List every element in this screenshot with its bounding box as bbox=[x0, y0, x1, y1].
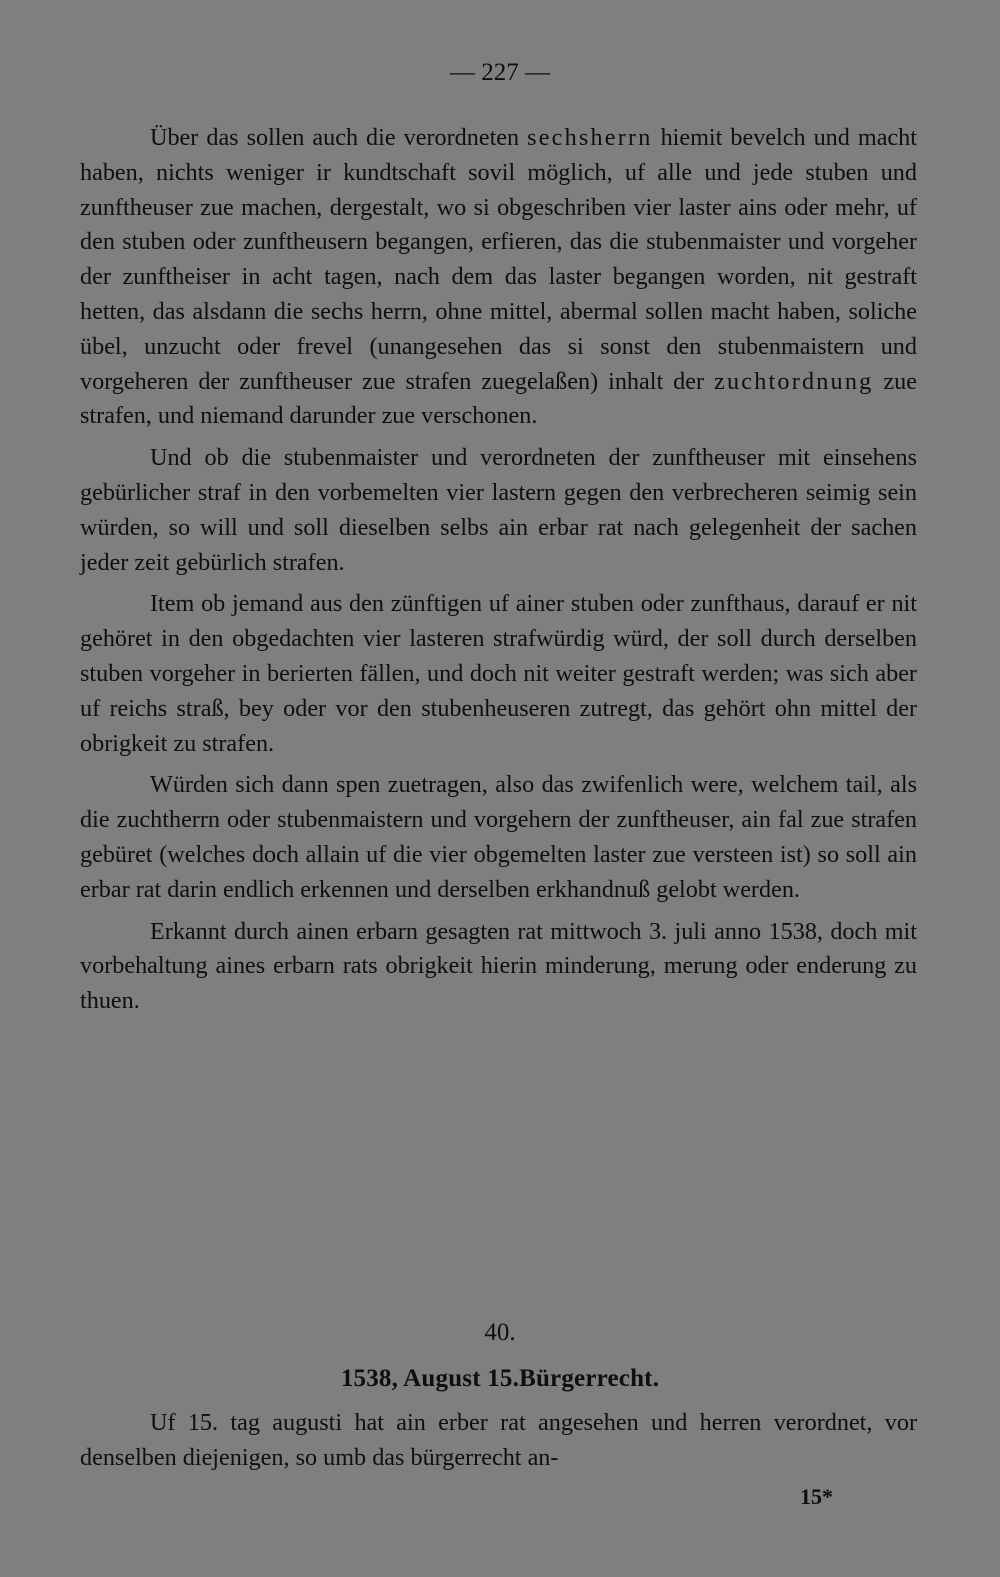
paragraph-1-text-a: Über das sollen auch die verordneten bbox=[150, 124, 528, 151]
paragraph-1-spaced-term-2: zuchtordnung bbox=[714, 367, 874, 395]
section-title: Bürgerrecht. bbox=[519, 1365, 660, 1392]
paragraph-2: Und ob die stubenmaister und verordneten der zunftheuser mit einsehens gebürlicher straf in den vorbemelten vier lastern gegen den verbrecheren seimig sein würden, so will und soll dieselben selbs ain erbar rat nach gelegenheit der sachen jeder zeit gebürlich strafen. bbox=[80, 444, 917, 576]
section-text bbox=[80, 1406, 917, 1476]
section-paragraph: Uf 15. tag augusti hat ain erber rat angesehen und herren verordnet, vor denselben diejenigen, so umb das bürgerrecht an- bbox=[80, 1409, 917, 1471]
page-number: — 227 — bbox=[450, 59, 550, 86]
paragraph-1-text-c: zue strafen, und niemand darunder zue verschonen. bbox=[80, 367, 917, 430]
paragraph-1 bbox=[80, 121, 917, 434]
paragraph-3: Item ob jemand aus den zünftigen uf ainer stuben oder zunfthaus, darauf er nit gehöret in den obgedachten vier lasteren strafwürdig würd, der soll durch derselben stuben vorgeher in berierten fällen, und doch nit weiter gestraft werden; was sich aber uf reichs straß, bey oder vor den stubenheuseren zutregt, das gehört ohn mittel der obrigkeit zu strafen. bbox=[80, 590, 917, 757]
section-date: 1538, August 15. bbox=[340, 1365, 520, 1392]
paragraph-1-spaced-term: sechsherrn bbox=[527, 124, 653, 151]
section-heading bbox=[0, 1364, 1000, 1394]
signature-mark: 15* bbox=[800, 1484, 833, 1509]
main-text bbox=[80, 121, 917, 1026]
paragraph-4: Würden sich dann spen zuetragen, also das zwifenlich were, welchem tail, als die zuchtherrn oder stubenmaistern und vorgehern der zunftheuser, ain fal zue strafen gebüret (welches doch allain uf die vier obgemelten laster zue versteen ist) so soll ain erbar rat darin endlich erkennen und derselben erkhandnuß gelobt werden. bbox=[80, 771, 917, 903]
paragraph-5: Erkannt durch ainen erbarn gesagten rat mittwoch 3. juli anno 1538, doch mit vorbehaltung aines erbarn rats obrigkeit hierin minderung, merung oder enderung zu thuen. bbox=[80, 917, 917, 1015]
section-number: 40. bbox=[484, 1319, 516, 1346]
paragraph-1-text-b: hiemit bevelch und macht haben, nichts weniger ir kundtschaft sovil möglich, uf alle und jede stuben und zunftheuser zue machen, dergestalt, wo si obgeschriben vier laster ains oder mehr, uf den stuben oder zunftheusern begangen, erfieren, das die stubenmaister und vorgeher der zunftheiser in acht tagen, nach dem das laster begangen worden, nit gestraft hetten, das alsdann die sechs herrn, ohne mittel, abermal sollen macht haben, soliche übel, unzucht oder frevel (unangesehen das si sonst den stubenmaistern und vorgeheren der zunftheuser zue strafen zuegelaßen) inhalt der bbox=[80, 124, 917, 395]
